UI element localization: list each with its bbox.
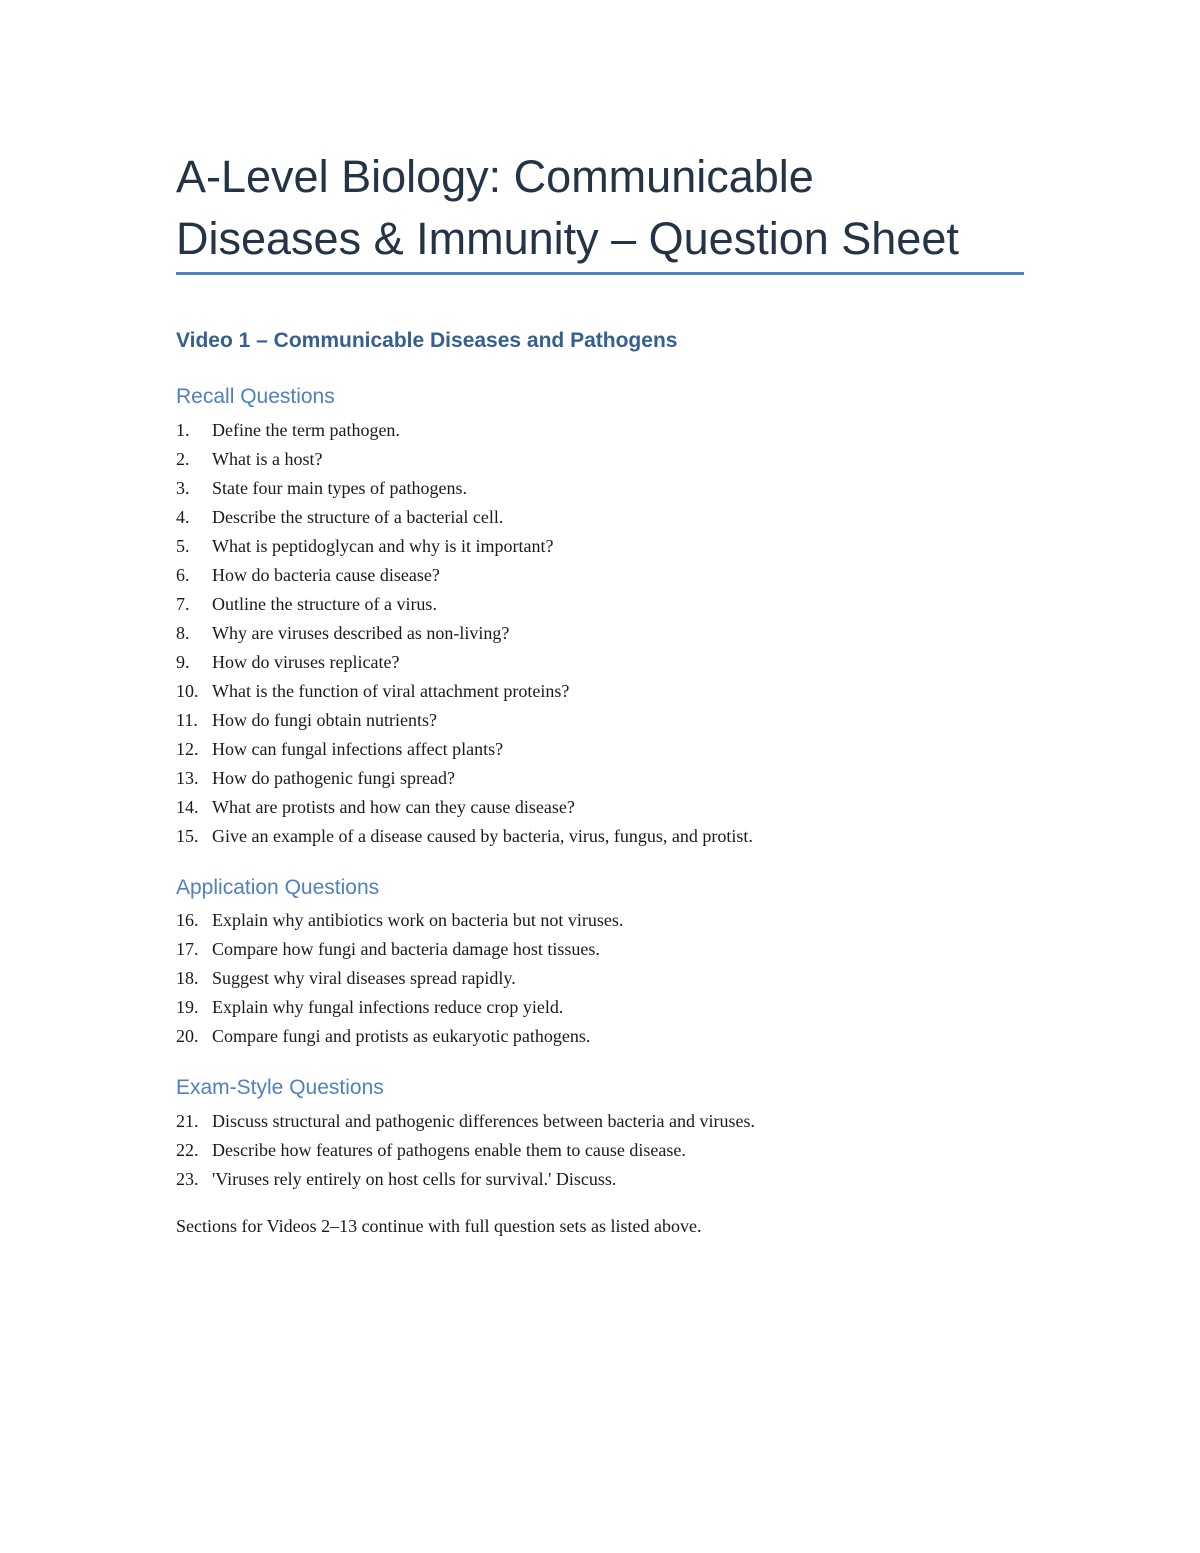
question-text: Explain why antibiotics work on bacteria but not viruses.: [212, 910, 624, 930]
question-text: How do viruses replicate?: [212, 652, 400, 672]
recall-questions-list: [176, 416, 753, 851]
question-text: What is peptidoglycan and why is it important?: [212, 536, 554, 556]
question-item: [176, 1107, 755, 1136]
question-number: 17.: [176, 939, 199, 959]
question-text: What are protists and how can they cause disease?: [212, 797, 575, 817]
question-item: [176, 935, 623, 964]
question-text: 'Viruses rely entirely on host cells for survival.' Discuss.: [212, 1169, 617, 1189]
question-number: 12.: [176, 739, 199, 759]
question-text: How do fungi obtain nutrients?: [212, 710, 437, 730]
question-item: [176, 590, 753, 619]
question-number: 21.: [176, 1111, 199, 1131]
application-questions-list: [176, 906, 623, 1051]
question-text: How do pathogenic fungi spread?: [212, 768, 455, 788]
question-text: Discuss structural and pathogenic differences between bacteria and viruses.: [212, 1111, 755, 1131]
application-questions-heading: Application Questions: [176, 876, 380, 899]
video-1-heading: Video 1 – Communicable Diseases and Pathogens: [176, 329, 678, 352]
question-text: How do bacteria cause disease?: [212, 565, 440, 585]
continuation-note: Sections for Videos 2–13 continue with full question sets as listed above.: [176, 1216, 702, 1236]
question-number: 11.: [176, 710, 198, 730]
question-item: [176, 619, 753, 648]
question-text: State four main types of pathogens.: [212, 478, 467, 498]
title-line-2: Diseases & Immunity – Question Sheet: [176, 213, 959, 264]
question-text: Define the term pathogen.: [212, 420, 400, 440]
question-number: 16.: [176, 910, 199, 930]
document-title: [176, 146, 1026, 270]
question-item: [176, 822, 753, 851]
question-item: [176, 474, 753, 503]
question-text: Explain why fungal infections reduce crop yield.: [212, 997, 564, 1017]
question-item: [176, 735, 753, 764]
question-item: [176, 906, 623, 935]
question-number: 1.: [176, 420, 190, 440]
question-number: 23.: [176, 1169, 199, 1189]
question-item: [176, 648, 753, 677]
question-number: 9.: [176, 652, 190, 672]
question-text: What is a host?: [212, 449, 323, 469]
question-text: Give an example of a disease caused by bacteria, virus, fungus, and protist.: [212, 826, 753, 846]
question-item: [176, 764, 753, 793]
question-item: [176, 445, 753, 474]
exam-style-questions-heading: Exam-Style Questions: [176, 1076, 384, 1099]
title-line-1: A-Level Biology: Communicable: [176, 151, 814, 202]
question-text: Compare how fungi and bacteria damage host tissues.: [212, 939, 600, 959]
question-item: [176, 1165, 755, 1194]
question-number: 19.: [176, 997, 199, 1017]
question-number: 18.: [176, 968, 199, 988]
question-text: Outline the structure of a virus.: [212, 594, 437, 614]
question-item: [176, 416, 753, 445]
question-number: 15.: [176, 826, 199, 846]
question-item: [176, 677, 753, 706]
question-text: Suggest why viral diseases spread rapidly.: [212, 968, 516, 988]
question-text: Compare fungi and protists as eukaryotic pathogens.: [212, 1026, 591, 1046]
question-number: 22.: [176, 1140, 199, 1160]
question-number: 7.: [176, 594, 190, 614]
question-item: [176, 532, 753, 561]
question-item: [176, 561, 753, 590]
question-text: What is the function of viral attachment proteins?: [212, 681, 570, 701]
question-number: 14.: [176, 797, 199, 817]
question-number: 8.: [176, 623, 190, 643]
question-number: 13.: [176, 768, 199, 788]
recall-questions-heading: Recall Questions: [176, 385, 335, 408]
question-number: 5.: [176, 536, 190, 556]
question-number: 3.: [176, 478, 190, 498]
question-item: [176, 793, 753, 822]
question-text: How can fungal infections affect plants?: [212, 739, 504, 759]
question-number: 20.: [176, 1026, 199, 1046]
title-underline-rule: [176, 272, 1024, 275]
question-number: 6.: [176, 565, 190, 585]
question-item: [176, 993, 623, 1022]
question-item: [176, 1136, 755, 1165]
question-item: [176, 964, 623, 993]
question-item: [176, 706, 753, 735]
question-text: Describe how features of pathogens enable them to cause disease.: [212, 1140, 686, 1160]
question-item: [176, 503, 753, 532]
question-text: Describe the structure of a bacterial cell.: [212, 507, 504, 527]
question-number: 2.: [176, 449, 190, 469]
exam-style-questions-list: [176, 1107, 755, 1194]
question-text: Why are viruses described as non-living?: [212, 623, 510, 643]
question-number: 4.: [176, 507, 190, 527]
question-number: 10.: [176, 681, 199, 701]
question-item: [176, 1022, 623, 1051]
